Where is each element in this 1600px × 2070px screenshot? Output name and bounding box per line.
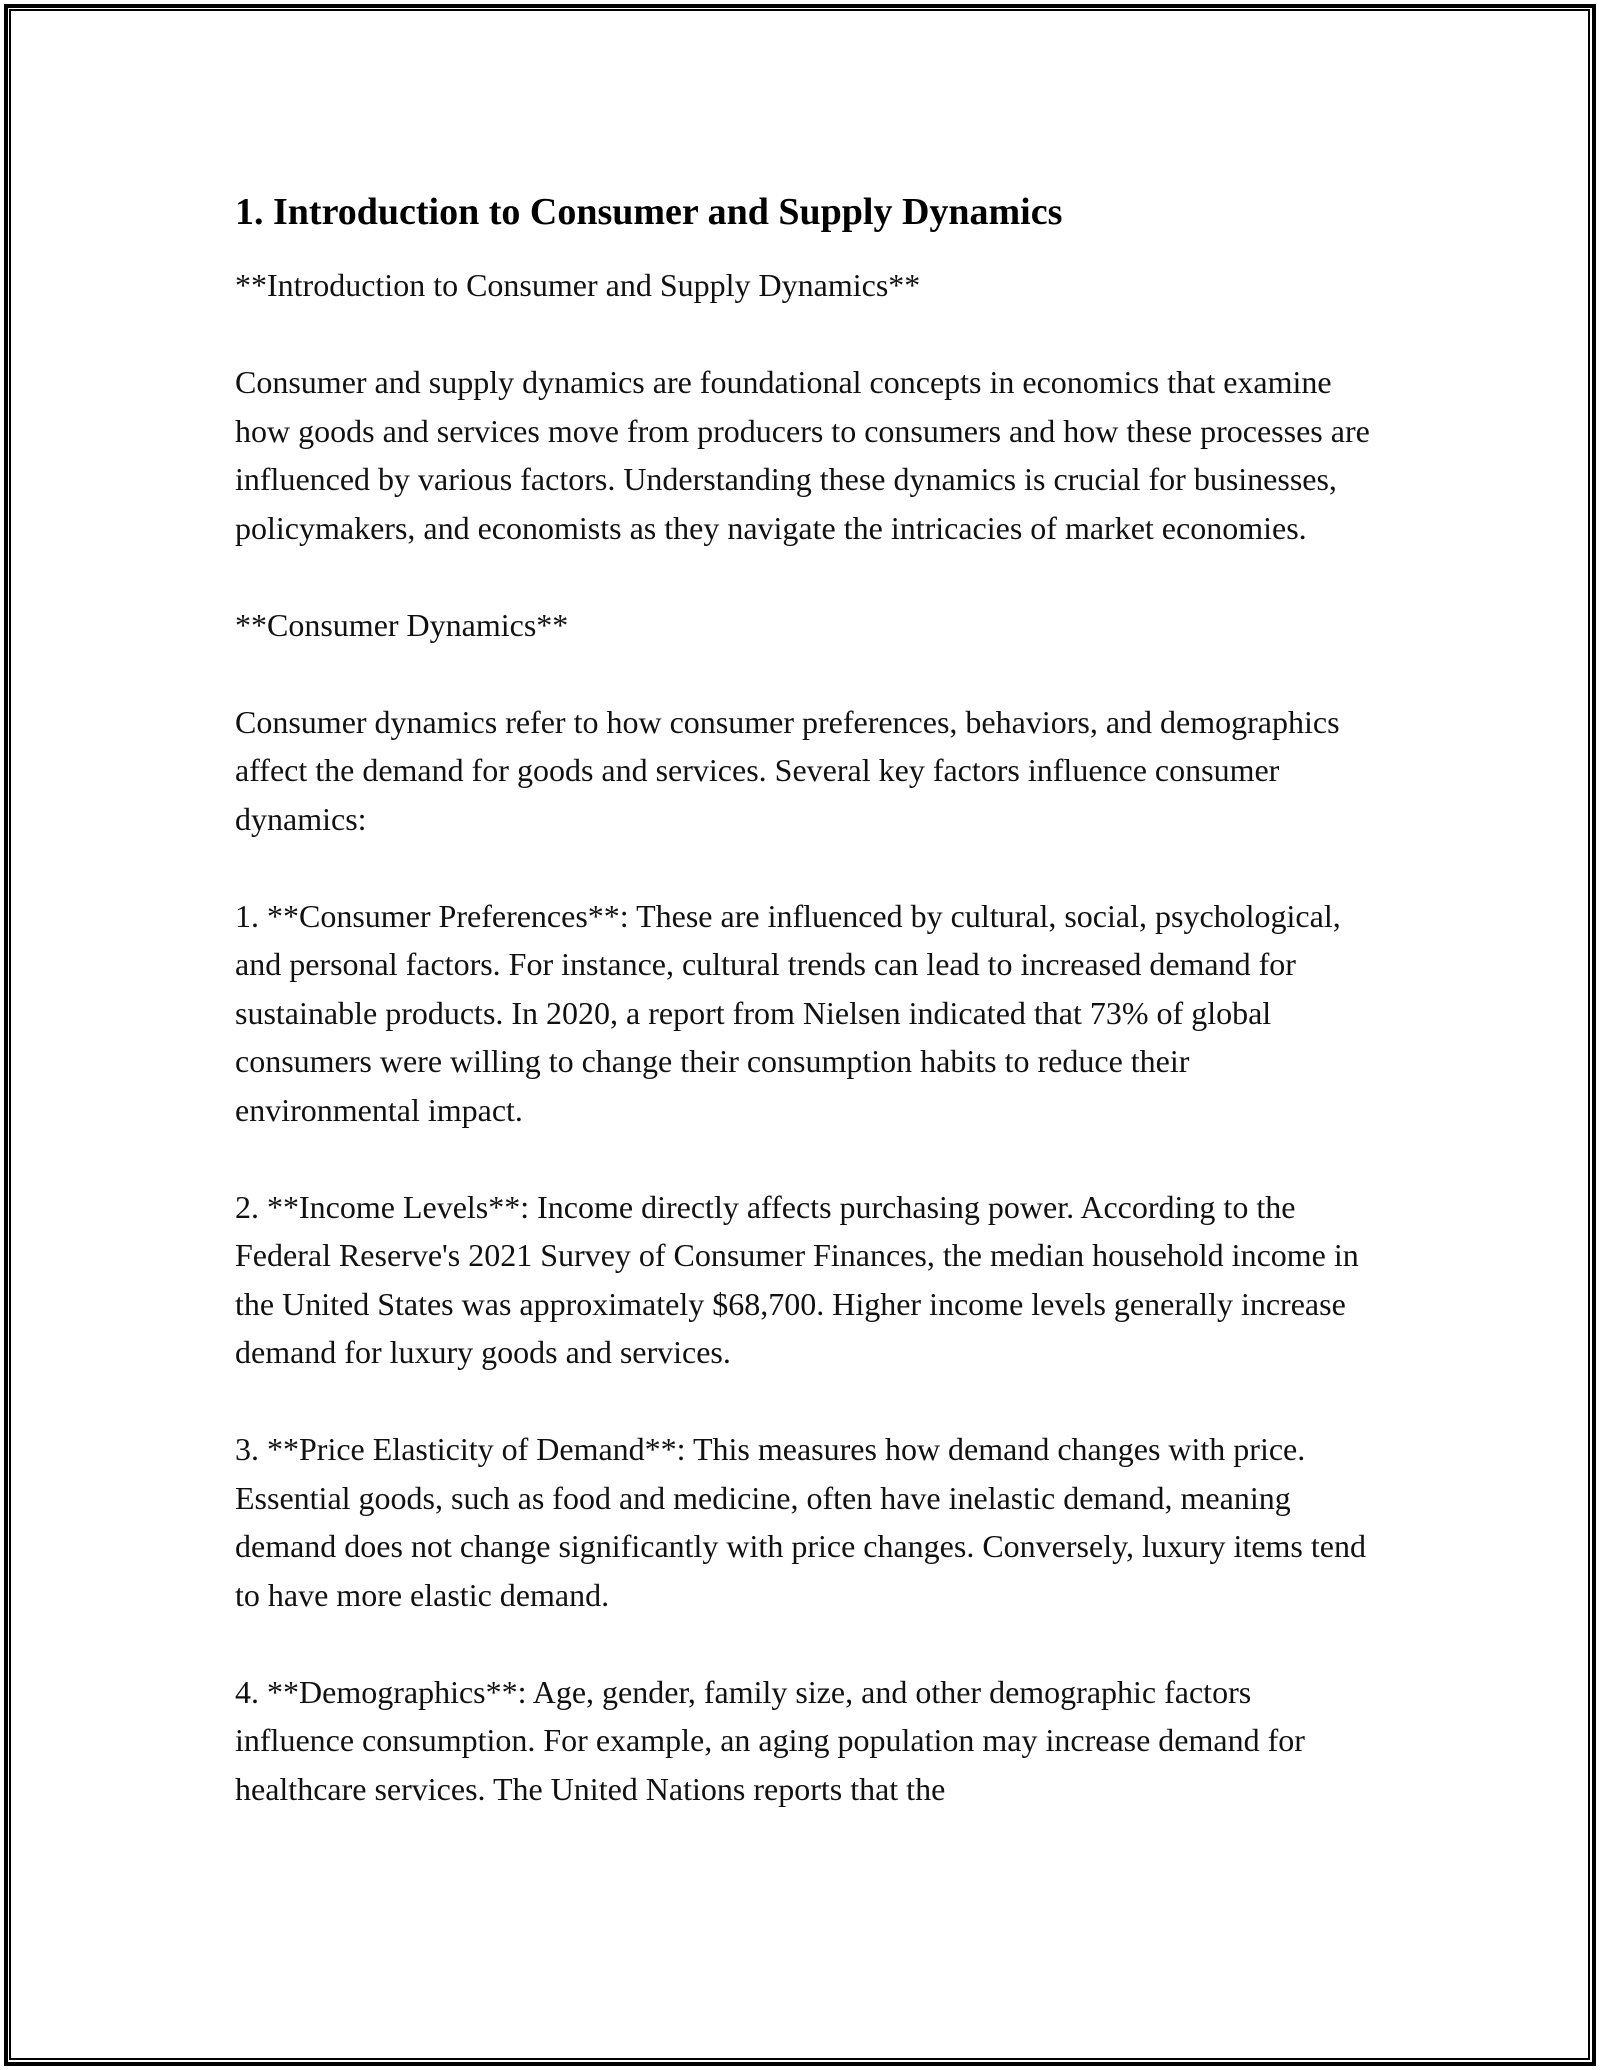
intro-paragraph: Consumer and supply dynamics are foundational concepts in economics that examine how goods and services move from producers to consumers and how these processes are influenced by various factors. Understanding these dynamics is crucial for businesses, policymakers, and economists as they navigate the intricacies of market economies.	[235, 364, 1370, 546]
section-heading: 1. Introduction to Consumer and Supply Dynamics	[235, 191, 1063, 233]
document-body	[235, 185, 1370, 1862]
list-item-price-elasticity: 3. **Price Elasticity of Demand**: This measures how demand changes with price. Essential goods, such as food and medicine, often have inelastic demand, meaning demand does not change significantly with price changes. Conversely, luxury items tend to have more elastic demand.	[235, 1431, 1366, 1613]
intro-subheading: **Introduction to Consumer and Supply Dynamics**	[235, 267, 921, 303]
list-item-demographics: 4. **Demographics**: Age, gender, family size, and other demographic factors influence consumption. For example, an aging population may increase demand for healthcare services. The United Nations reports that the	[235, 1673, 1305, 1807]
consumer-dynamics-subheading: **Consumer Dynamics**	[235, 606, 569, 643]
list-item-income-levels: 2. **Income Levels**: Income directly affects purchasing power. According to the Federal Reserve's 2021 Survey of Consumer Finances, the median household income in the United States was approximately $68,700. Higher income levels generally increase demand for luxury goods and services.	[235, 1188, 1359, 1370]
consumer-dynamics-paragraph: Consumer dynamics refer to how consumer preferences, behaviors, and demographics affect the demand for goods and services. Several key factors influence consumer dynamics:	[235, 703, 1340, 837]
list-item-consumer-preferences: 1. **Consumer Preferences**: These are influenced by cultural, social, psychological, and personal factors. For instance, cultural trends can lead to increased demand for sustainable products. In 2020, a report from Nielsen indicated that 73% of global consumers were willing to change their consumption habits to reduce their environmental impact.	[235, 897, 1341, 1128]
